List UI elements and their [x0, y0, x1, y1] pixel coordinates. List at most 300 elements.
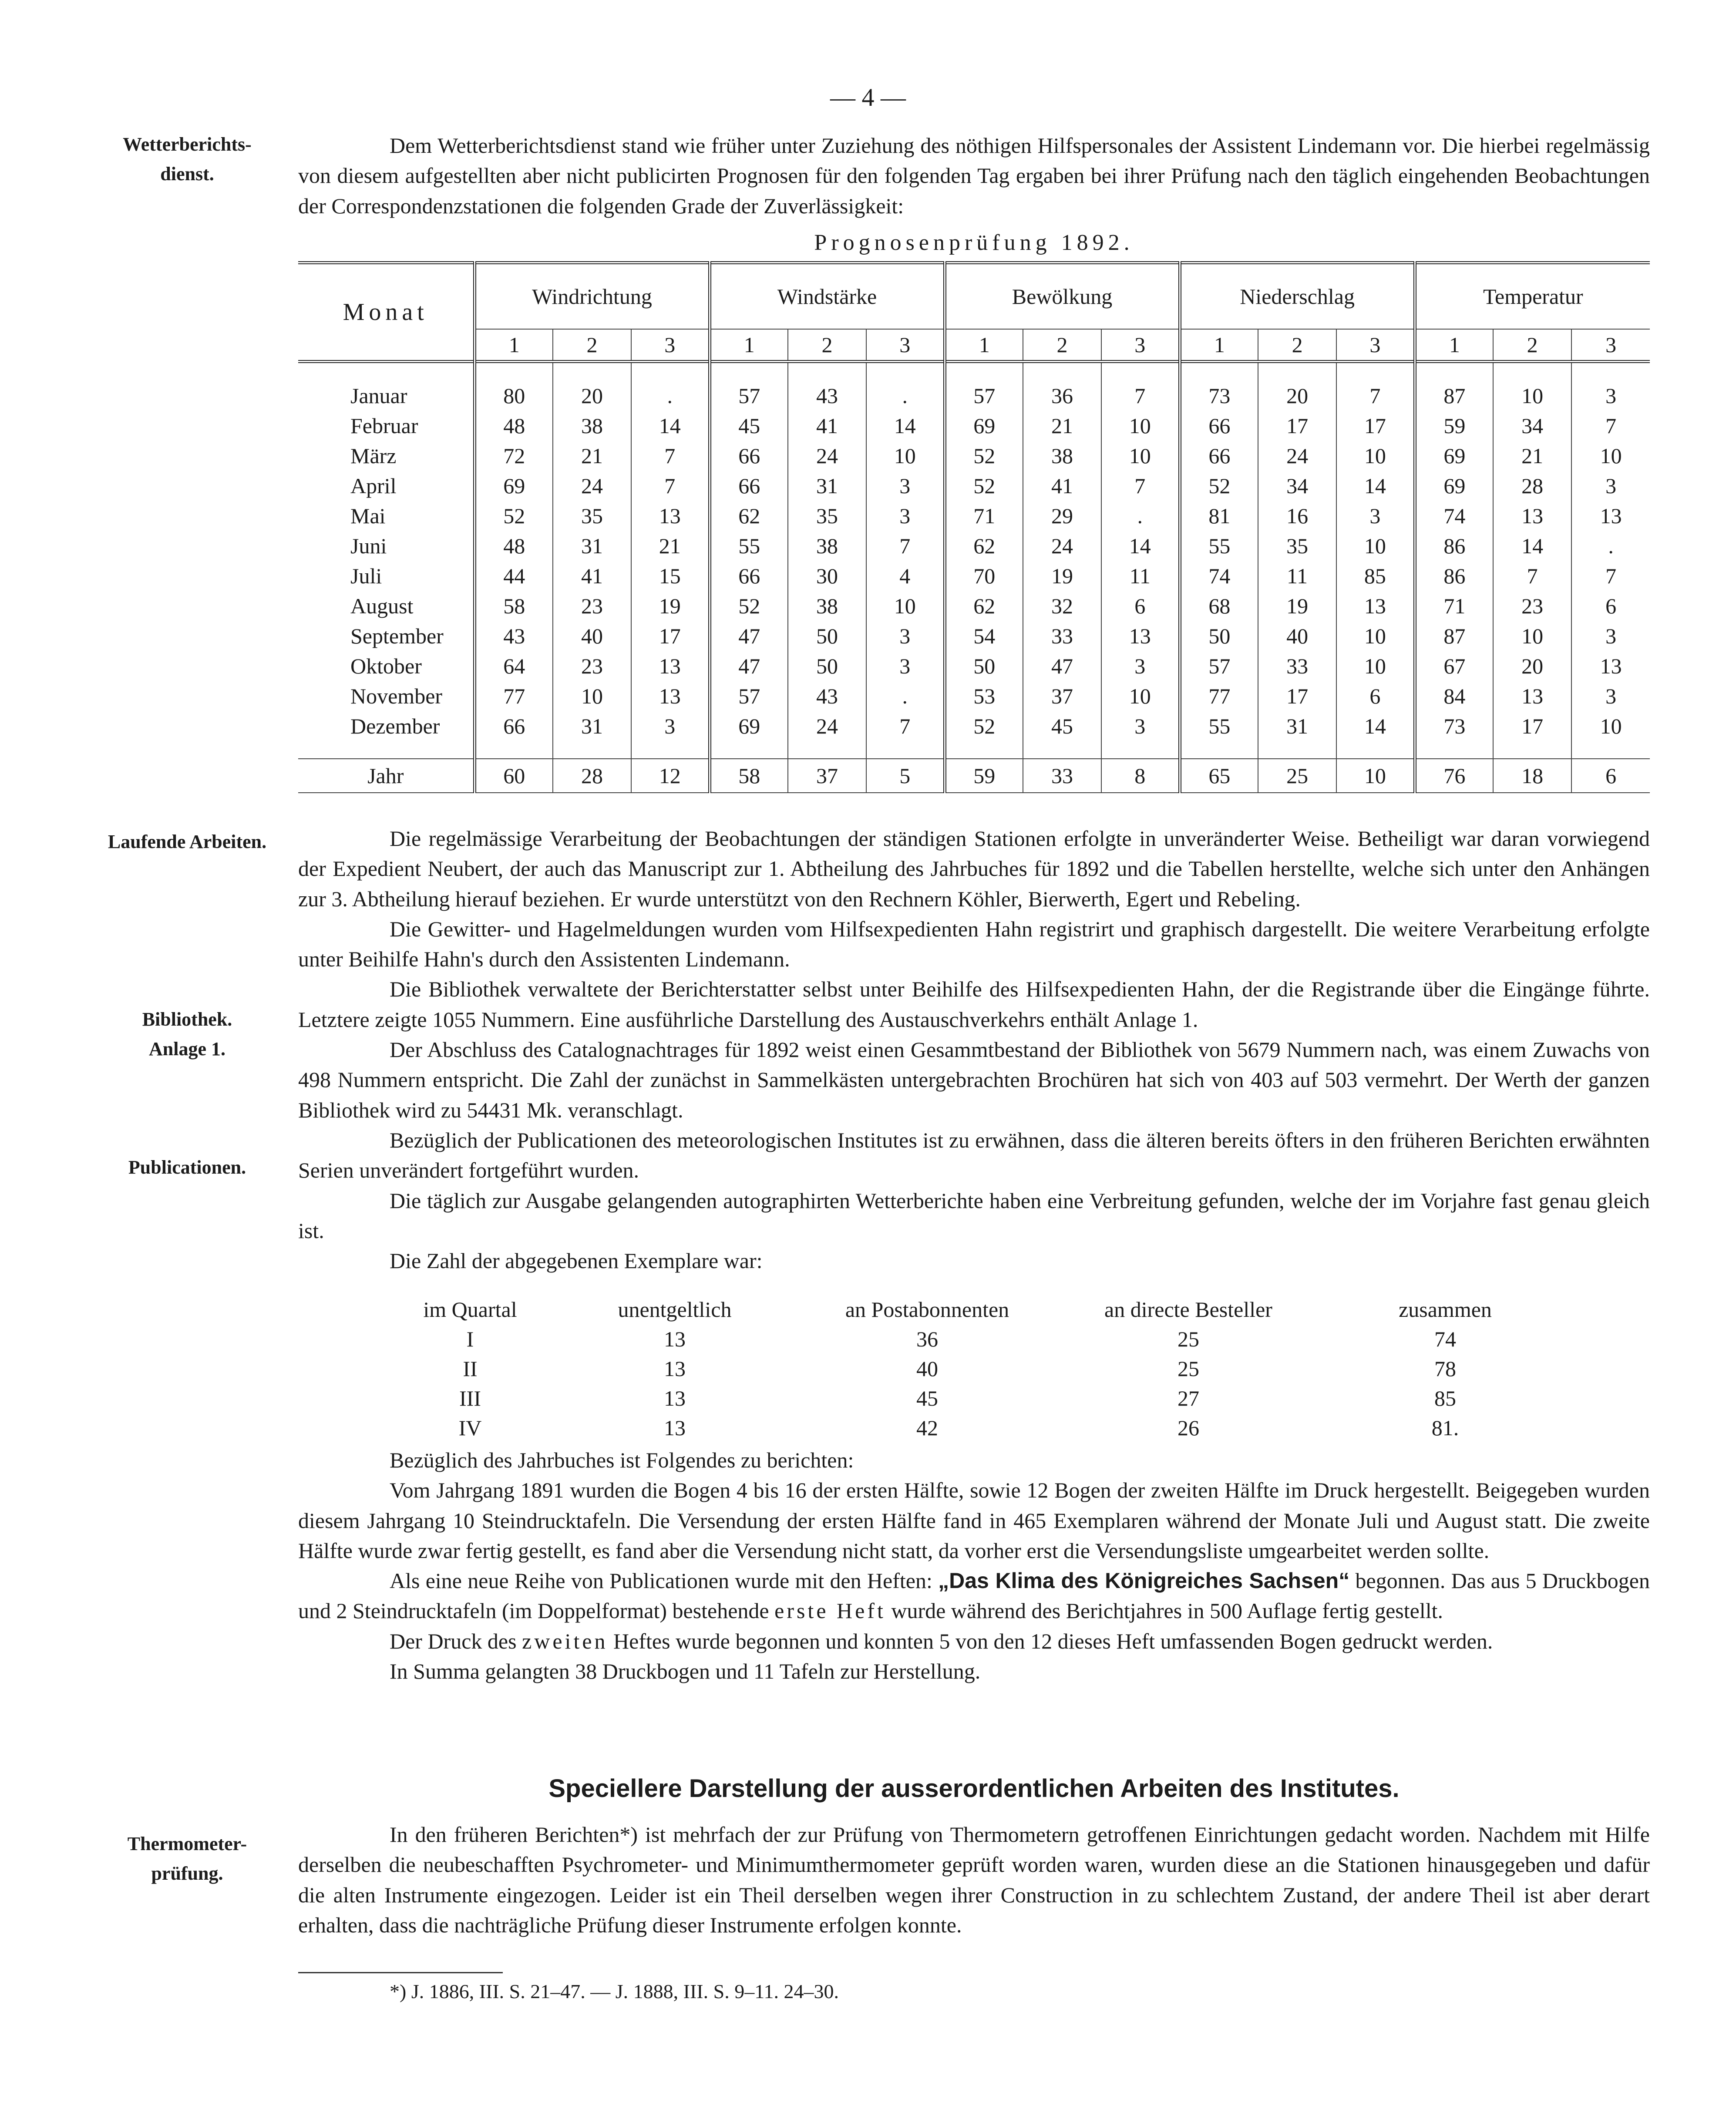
table-cell: 35 [788, 501, 866, 531]
sub-header-cell: 3 [866, 329, 945, 362]
table-cell: 19 [631, 591, 710, 621]
table-cell: 3 [1101, 711, 1180, 741]
table-cell: 24 [1023, 531, 1101, 561]
forecast-body [298, 362, 1650, 759]
group-header-niederschlag: Niederschlag [1180, 263, 1415, 330]
year-cell: 58 [710, 759, 788, 793]
table-cell: 86 [1415, 531, 1493, 561]
year-cell: 25 [1258, 759, 1336, 793]
table-row [298, 471, 1650, 501]
group-header-windstaerke: Windstärke [710, 263, 945, 330]
table-cell: 17 [1493, 711, 1571, 741]
jahrbuch-text-block [298, 1445, 1650, 1686]
table-cell: 30 [788, 561, 866, 591]
table-cell: 24 [788, 711, 866, 741]
dist-cell: 42 [916, 1416, 938, 1440]
margin-note-bibliothek: Bibliothek. [142, 1009, 232, 1030]
year-cell: 59 [945, 759, 1023, 793]
klima-text-e: wurde während des Berichtjahres in 500 Auflage fertig gestellt. [885, 1598, 1443, 1623]
table-cell: 38 [788, 591, 866, 621]
margin-note-thermometer: Thermometer- prüfung. [127, 1833, 247, 1884]
table-cell: 7 [1571, 411, 1650, 441]
table-cell: 10 [1336, 651, 1415, 681]
table-cell: 62 [945, 531, 1023, 561]
table-cell: 35 [1258, 531, 1336, 561]
table-cell: 71 [945, 501, 1023, 531]
table-cell: 14 [1336, 471, 1415, 501]
table-cell: 59 [1415, 411, 1493, 441]
sub-header-cell: 3 [631, 329, 710, 362]
table-cell: 50 [945, 651, 1023, 681]
klima-erste-heft: erste Heft [774, 1598, 886, 1623]
table-cell: 57 [945, 380, 1023, 411]
table-cell: 45 [710, 411, 788, 441]
table-cell: 16 [1258, 501, 1336, 531]
group-header-bewoelkung: Bewölkung [945, 263, 1180, 330]
page-number: — 4 — [830, 83, 906, 111]
summa-paragraph: In Summa gelangten 38 Druckbogen und 11 Tafeln zur Herstellung. [390, 1659, 981, 1684]
intro-section [298, 131, 1650, 221]
table-cell: 21 [631, 531, 710, 561]
table-cell: 87 [1415, 621, 1493, 651]
table-cell: 73 [1180, 380, 1258, 411]
table-cell: 44 [474, 561, 553, 591]
table-cell: 14 [1493, 531, 1571, 561]
table-cell: 69 [945, 411, 1023, 441]
table-cell: 34 [1258, 471, 1336, 501]
month-label: Juni [350, 533, 387, 558]
table-cell: 7 [1101, 380, 1180, 411]
table-row [298, 531, 1650, 561]
table-cell: 57 [1180, 651, 1258, 681]
year-label: Jahr [367, 764, 404, 788]
dist-cell: 81. [1431, 1416, 1459, 1440]
dist-cell: 25 [1178, 1356, 1199, 1381]
dist-cell: 27 [1178, 1386, 1199, 1410]
table-cell: 57 [710, 380, 788, 411]
laufende-paragraph-1: Die regelmässige Verarbeitung der Beobachtungen der ständigen Stationen erfolgte in unveränderter Weise. Betheiligt war daran vorwiegend der Expedient Neubert, der auch das Manuscript zur 1. Abtheilung des Jahrbuches für 1892 und die Tabellen herstellte, welche sich unter den Anhängen zur 3. Abtheilung hierauf beziehen. Er wurde unterstützt von den Rechnern Köhler, Bierwerth, Egert und Rebeling. [298, 826, 1650, 911]
dist-cell: I [466, 1327, 474, 1351]
table-cell: 7 [1571, 561, 1650, 591]
klima-text-a: Als eine neue Reihe von Publicationen wurde mit den Heften: [390, 1568, 939, 1593]
table-cell: 33 [1023, 621, 1101, 651]
table-cell: 10 [1101, 681, 1180, 711]
table-cell: 36 [1023, 380, 1101, 411]
dist-header-cell: an Postabonnenten [845, 1297, 1009, 1322]
sub-header-cell: 3 [1336, 329, 1415, 362]
year-cell: 76 [1415, 759, 1493, 793]
table-cell: 13 [631, 651, 710, 681]
table-row [298, 561, 1650, 591]
table-cell: . [866, 681, 945, 711]
table-cell: 52 [710, 591, 788, 621]
year-cell: 37 [788, 759, 866, 793]
zweites-spaced: zweiten [522, 1629, 608, 1653]
table-cell: 3 [866, 651, 945, 681]
table-row [298, 681, 1650, 711]
table-cell: . [631, 380, 710, 411]
table-cell: 21 [1493, 441, 1571, 471]
dist-cell: 13 [664, 1386, 686, 1410]
table-cell: 47 [1023, 651, 1101, 681]
month-label: April [350, 473, 397, 498]
table-cell: 13 [631, 501, 710, 531]
table-cell: 21 [553, 441, 631, 471]
month-label: Mai [350, 503, 386, 528]
table-cell: 7 [866, 531, 945, 561]
table-cell: 53 [945, 681, 1023, 711]
table-cell: 19 [1258, 591, 1336, 621]
table-cell: 14 [631, 411, 710, 441]
table-cell: 80 [474, 380, 553, 411]
table-cell: 48 [474, 411, 553, 441]
table-cell: 17 [631, 621, 710, 651]
dist-cell: 45 [916, 1386, 938, 1410]
table-cell: 62 [710, 501, 788, 531]
table-cell: 40 [1258, 621, 1336, 651]
table-cell: 20 [1258, 380, 1336, 411]
table-cell: 67 [1415, 651, 1493, 681]
table-cell: 23 [553, 651, 631, 681]
table-cell: 7 [631, 471, 710, 501]
table-cell: 13 [1493, 501, 1571, 531]
margin-note-anlage: Anlage 1. [149, 1038, 225, 1060]
table-row [298, 441, 1650, 471]
table-cell: 6 [1571, 591, 1650, 621]
zweites-text-a: Der Druck des [390, 1629, 522, 1653]
table-cell: 69 [474, 471, 553, 501]
table-cell: 23 [553, 591, 631, 621]
table-cell: 41 [1023, 471, 1101, 501]
table-cell: . [866, 380, 945, 411]
year-cell: 12 [631, 759, 710, 793]
table-cell: 52 [474, 501, 553, 531]
table-cell: 7 [866, 711, 945, 741]
table-row [298, 411, 1650, 441]
dist-cell: 26 [1178, 1416, 1199, 1440]
klima-series-title: „Das Klima des Königreiches Sachsen“ [938, 1568, 1350, 1593]
table-cell: 72 [474, 441, 553, 471]
publicationen-paragraph-1: Bezüglich der Publicationen des meteorologischen Institutes ist zu erwähnen, dass die älteren bereits öfters in den früheren Berichten erwähnten Serien unverändert fortgeführt wurden. [298, 1127, 1650, 1183]
table-cell: 66 [1180, 411, 1258, 441]
month-label: Januar [350, 383, 407, 408]
table-cell: 17 [1258, 411, 1336, 441]
table-cell: 33 [1258, 651, 1336, 681]
zweites-text-c: Heftes wurde begonnen und konnten 5 von den 12 dieses Heft umfassenden Bogen gedruckt werden. [608, 1629, 1493, 1653]
dist-cell: IV [458, 1416, 482, 1440]
table-cell: 55 [1180, 531, 1258, 561]
publicationen-paragraph-3: Die Zahl der abgegebenen Exemplare war: [390, 1248, 763, 1273]
month-label: September [350, 623, 444, 648]
sub-header-row [298, 329, 1650, 362]
table-cell: 35 [553, 501, 631, 531]
year-cell: 6 [1571, 759, 1650, 793]
table-cell: 32 [1023, 591, 1101, 621]
table-cell: 62 [945, 591, 1023, 621]
dist-cell: 36 [916, 1327, 938, 1351]
month-label: Februar [350, 413, 418, 438]
main-text-block [298, 824, 1650, 1276]
table-cell: 13 [1571, 501, 1650, 531]
dist-row [392, 1413, 1567, 1443]
month-header: Monat [343, 299, 428, 326]
table-cell: 13 [1571, 651, 1650, 681]
month-label: November [350, 683, 443, 708]
jahrbuch-paragraph-1891: Vom Jahrgang 1891 wurden die Bogen 4 bis 16 der ersten Hälfte, sowie 12 Bogen der zweiten Hälfte im Druck hergestellt. Beigegeben wurden diesem Jahrgang 10 Steindrucktafeln. Die Versendung der ersten Hälfte fand in 465 Exemplaren während der Monate Juli und August statt. Die zweite Hälfte wurde zwar fertig gestellt, es fand aber die Versendung nicht statt, da vorher erst die Versendungsliste umgearbeitet werden sollte. [298, 1478, 1650, 1563]
sub-header-cell: 1 [710, 329, 788, 362]
table-cell: 52 [945, 471, 1023, 501]
laufende-paragraph-2: Die Gewitter- und Hagelmeldungen wurden vom Hilfsexpedienten Hahn registrirt und graphisch dargestellt. Die weitere Verarbeitung erfolgte unter Beihilfe Hahn's durch den Assistenten Lindemann. [298, 916, 1650, 972]
table-cell: 40 [553, 621, 631, 651]
margin-note-publicationen: Publicationen. [128, 1157, 246, 1178]
table-row [298, 621, 1650, 651]
table-cell: 50 [788, 621, 866, 651]
table-cell: 84 [1415, 681, 1493, 711]
dist-cell: II [463, 1356, 478, 1381]
forecast-table-title: Prognosenprüfung 1892. [814, 230, 1134, 255]
table-cell: 6 [1336, 681, 1415, 711]
thermometer-paragraph: In den früheren Berichten*) ist mehrfach der zur Prüfung von Thermometern getroffenen Einrichtungen gedacht worden. Nachdem mit Hilfe derselben die neubeschafften Psychrometer- und Minimumthermometer geprüft worden waren, wurden diese an die Stationen hinausgegeben und dafür die alten Instrumente eingezogen. Leider ist ein Theil derselben wegen ihrer Construction in zu schlechtem Zustand, der andere Theil ist aber derart erhalten, dass die nachträgliche Prüfung dieser Instrumente erfolgen konnte. [298, 1822, 1650, 1937]
table-cell: 47 [710, 621, 788, 651]
table-cell: 74 [1180, 561, 1258, 591]
table-cell: 17 [1336, 411, 1415, 441]
table-cell: 7 [631, 441, 710, 471]
sub-header-cell: 2 [1023, 329, 1101, 362]
table-cell: 10 [1336, 531, 1415, 561]
table-row [298, 711, 1650, 741]
publicationen-paragraph-2: Die täglich zur Ausgabe gelangenden autographirten Wetterberichte haben eine Verbreitung gefunden, welche der im Vorjahre fast genau gleich ist. [298, 1188, 1650, 1243]
table-cell: 24 [553, 471, 631, 501]
sub-header-cell: 1 [1415, 329, 1493, 362]
table-cell: 77 [1180, 681, 1258, 711]
table-cell: 3 [866, 621, 945, 651]
table-cell: 38 [788, 531, 866, 561]
table-cell: 74 [1415, 501, 1493, 531]
table-cell: 11 [1101, 561, 1180, 591]
table-cell: 38 [553, 411, 631, 441]
dist-cell: 13 [664, 1356, 686, 1381]
table-cell: 31 [553, 531, 631, 561]
table-cell: 23 [1493, 591, 1571, 621]
table-row [298, 591, 1650, 621]
table-cell: 43 [474, 621, 553, 651]
table-cell: 87 [1415, 380, 1493, 411]
year-cell: 65 [1180, 759, 1258, 793]
year-cell: 8 [1101, 759, 1180, 793]
table-cell: 41 [553, 561, 631, 591]
sub-header-cell: 3 [1101, 329, 1180, 362]
month-label: Dezember [350, 713, 440, 738]
footnote-rule [298, 1972, 503, 1973]
table-cell: 10 [1493, 380, 1571, 411]
table-cell: 55 [710, 531, 788, 561]
table-cell: 55 [1180, 711, 1258, 741]
klima-text-c: begonnen. Das aus 5 Druckbogen und 2 Steindrucktafeln (im Doppelformat) bestehende [298, 1568, 1650, 1623]
table-cell: 7 [1101, 471, 1180, 501]
table-cell: 52 [945, 711, 1023, 741]
table-cell: 3 [1571, 380, 1650, 411]
bibliothek-paragraph-1: Die Bibliothek verwaltete der Berichterstatter selbst unter Beihilfe des Hilfsexpedienten Hahn, der die Registrande über die Eingänge führte. Letztere zeigte 1055 Nummern. Eine ausführliche Darstellung des Austauschverkehrs enthält Anlage 1. [298, 977, 1650, 1032]
table-cell: 3 [1571, 471, 1650, 501]
year-cell: 18 [1493, 759, 1571, 793]
table-cell: 13 [1101, 621, 1180, 651]
dist-cell: 85 [1434, 1386, 1456, 1410]
table-cell: 70 [945, 561, 1023, 591]
table-cell: 10 [1336, 621, 1415, 651]
year-cell: 33 [1023, 759, 1101, 793]
table-cell: 14 [1101, 531, 1180, 561]
table-cell: 10 [866, 591, 945, 621]
table-cell: 31 [788, 471, 866, 501]
dist-header-cell: an directe Besteller [1104, 1297, 1272, 1322]
table-cell: 10 [553, 681, 631, 711]
special-section-heading: Speciellere Darstellung der ausserordentlichen Arbeiten des Institutes. [548, 1774, 1400, 1803]
table-cell: 71 [1415, 591, 1493, 621]
dist-cell: 74 [1434, 1327, 1456, 1351]
dist-row [392, 1383, 1567, 1413]
footnote: *) J. 1886, III. S. 21–47. — J. 1888, III. S. 9–11. 24–30. [390, 1980, 839, 2002]
table-cell: 3 [1101, 651, 1180, 681]
table-cell: 24 [788, 441, 866, 471]
table-cell: 4 [866, 561, 945, 591]
table-cell: 66 [474, 711, 553, 741]
table-cell: 37 [1023, 681, 1101, 711]
dist-cell: 40 [916, 1356, 938, 1381]
bibliothek-paragraph-2: Der Abschluss des Catalognachtrages für 1892 weist einen Gesammtbestand der Bibliothek von 5679 Nummern nach, was einem Zuwachs von 498 Nummern entspricht. Die Zahl der zunächst in Sammelkästen untergebrachten Brochüren hat sich von 403 auf 503 vermehrt. Der Werth der ganzen Bibliothek wird zu 54431 Mk. veranschlagt. [298, 1037, 1650, 1122]
zweites-heft-paragraph [298, 1626, 1650, 1656]
table-cell: 81 [1180, 501, 1258, 531]
table-cell: 58 [474, 591, 553, 621]
table-cell: 69 [1415, 441, 1493, 471]
table-cell: 10 [1571, 441, 1650, 471]
table-cell: 10 [866, 441, 945, 471]
dist-row [392, 1324, 1567, 1354]
table-cell: 10 [1571, 711, 1650, 741]
dist-cell: 13 [664, 1327, 686, 1351]
table-cell: 20 [1493, 651, 1571, 681]
table-cell: 57 [710, 681, 788, 711]
forecast-foot [298, 759, 1650, 793]
month-label: März [350, 443, 397, 468]
spacer-row [298, 362, 1650, 381]
table-cell: 41 [788, 411, 866, 441]
table-cell: 10 [1101, 411, 1180, 441]
table-cell: 17 [1258, 681, 1336, 711]
spacer-row [298, 741, 1650, 759]
table-cell: 3 [631, 711, 710, 741]
table-cell: 10 [1101, 441, 1180, 471]
year-row [298, 759, 1650, 793]
margin-note-wetterbericht: Wetterberichts- dienst. [123, 134, 252, 185]
table-cell: 6 [1101, 591, 1180, 621]
table-cell: 14 [866, 411, 945, 441]
table-cell: 68 [1180, 591, 1258, 621]
table-cell: 64 [474, 651, 553, 681]
year-cell: 60 [474, 759, 553, 793]
table-cell: 3 [866, 501, 945, 531]
sub-header-cell: 2 [788, 329, 866, 362]
table-cell: 15 [631, 561, 710, 591]
table-row [298, 501, 1650, 531]
table-cell: 54 [945, 621, 1023, 651]
dist-header-cell: unentgeltlich [618, 1297, 732, 1322]
table-cell: 43 [788, 380, 866, 411]
group-header-windrichtung: Windrichtung [474, 263, 710, 330]
table-cell: 66 [710, 441, 788, 471]
table-cell: 47 [710, 651, 788, 681]
table-cell: 66 [1180, 441, 1258, 471]
table-cell: 13 [1336, 591, 1415, 621]
table-cell: 66 [710, 561, 788, 591]
year-cell: 28 [553, 759, 631, 793]
table-cell: 50 [788, 651, 866, 681]
table-cell: 24 [1258, 441, 1336, 471]
table-cell: 69 [1415, 471, 1493, 501]
table-cell: 7 [1493, 561, 1571, 591]
table-cell: 7 [1336, 380, 1415, 411]
thermometer-text-block [298, 1820, 1650, 1940]
table-cell: 43 [788, 681, 866, 711]
table-cell: 3 [866, 471, 945, 501]
table-cell: 20 [553, 380, 631, 411]
table-cell: 21 [1023, 411, 1101, 441]
group-header-temperatur: Temperatur [1415, 263, 1650, 330]
dist-cell: 78 [1434, 1356, 1456, 1381]
table-cell: 28 [1493, 471, 1571, 501]
sub-header-cell: 1 [945, 329, 1023, 362]
table-cell: 38 [1023, 441, 1101, 471]
month-label: August [350, 593, 414, 618]
sub-header-cell: 3 [1571, 329, 1650, 362]
table-cell: 29 [1023, 501, 1101, 531]
table-cell: 13 [1493, 681, 1571, 711]
table-cell: 52 [945, 441, 1023, 471]
table-cell: 34 [1493, 411, 1571, 441]
table-cell: 14 [1336, 711, 1415, 741]
year-cell: 5 [866, 759, 945, 793]
sub-header-cell: 1 [474, 329, 553, 362]
table-cell: 52 [1180, 471, 1258, 501]
table-cell: 86 [1415, 561, 1493, 591]
table-cell: . [1101, 501, 1180, 531]
table-cell: . [1571, 531, 1650, 561]
table-cell: 13 [631, 681, 710, 711]
margin-note-laufende-arbeiten: Laufende Arbeiten. [108, 831, 267, 852]
table-cell: 3 [1571, 621, 1650, 651]
dist-cell: 25 [1178, 1327, 1199, 1351]
table-cell: 19 [1023, 561, 1101, 591]
table-cell: 66 [710, 471, 788, 501]
table-cell: 31 [1258, 711, 1336, 741]
table-cell: 10 [1493, 621, 1571, 651]
month-label: Oktober [350, 653, 422, 678]
dist-cell: III [459, 1386, 481, 1410]
table-cell: 11 [1258, 561, 1336, 591]
dist-header-cell: zusammen [1399, 1297, 1492, 1322]
sub-header-cell: 2 [553, 329, 631, 362]
table-row [298, 651, 1650, 681]
dist-cell: 13 [664, 1416, 686, 1440]
intro-paragraph: Dem Wetterberichtsdienst stand wie früher unter Zuziehung des nöthigen Hilfspersonales der Assistent Lindemann vor. Die hierbei regelmässig von diesem aufgestellten aber nicht publicirten Prognosen für den folgenden Tag ergaben bei ihrer Prüfung nach den täglich eingehenden Beobachtungen der Correspondenzstationen die folgenden Grade der Zuverlässigkeit: [298, 133, 1650, 218]
dist-header-cell: im Quartal [423, 1297, 517, 1322]
table-row [298, 380, 1650, 411]
sub-header-cell: 2 [1493, 329, 1571, 362]
table-cell: 3 [1571, 681, 1650, 711]
dist-row [392, 1354, 1567, 1383]
table-cell: 69 [710, 711, 788, 741]
month-label: Juli [350, 563, 382, 588]
forecast-table [298, 261, 1650, 793]
